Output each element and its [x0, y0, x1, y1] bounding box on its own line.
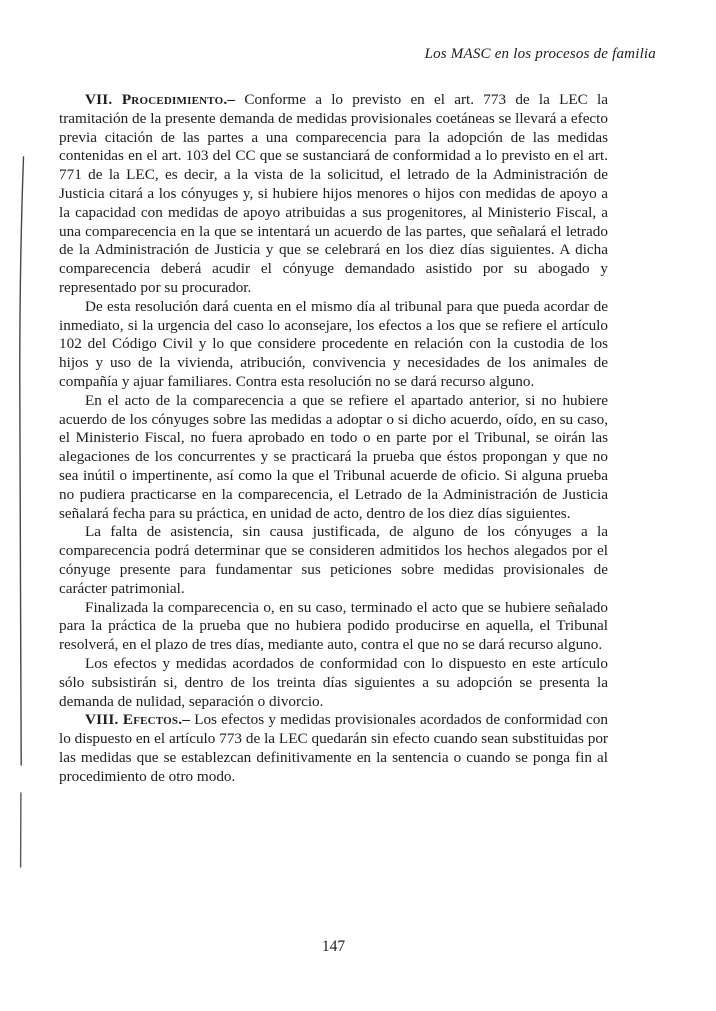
body-text — [59, 91, 608, 786]
running-header: Los MASC en los procesos de familia — [424, 46, 656, 62]
section-viii-heading: VIII. Efectos.– — [85, 711, 191, 729]
section-vii-heading: VII. Procedimiento.– — [85, 91, 236, 108]
scan-line-artifact — [0, 0, 40, 1011]
page-number: 147 — [321, 938, 346, 955]
section-viii-lead-paragraph — [59, 711, 608, 786]
section-vii-lead-text: Conforme a lo previsto en el art. 773 de la LEC la tramitación de la presente demanda de medidas provisionales coetáneas se llevará a efecto previa citación de las partes a una comparecencia para la adopción de las medidas contenidas en el art. 103 del CC que se sustanciará de conformidad a lo previsto en el art. 771 de la LEC, es decir, a la vista de la solicitud, el letrado de la Administración de Justicia citará a los cónyuges y, si hubiere hijos menores o hijos con medidas de apoyo a la capacidad con medidas de apoyo atribuidas a sus progenitores, al Ministerio Fiscal, a una comparecencia en la que se intentará un acuerdo de las partes, que señalará el letrado de la Administración de Justicia y que se celebrará en los diez días siguientes. A dicha comparecencia deberá acudir el cónyuge demandado asistido por su abogado y representado por su procurador. — [59, 91, 608, 296]
paragraph: En el acto de la comparecencia a que se refiere el apartado anterior, si no hubiere acuerdo de los cónyuges sobre las medidas a adoptar o si dicho acuerdo, oído, en su caso, el Ministerio Fiscal, no fuera aprobado en todo o en parte por el Tribunal, se oirán las alegaciones de los concurrentes y se practicará la prueba que éstos propongan y que no sea inútil o impertinente, así como la que el Tribunal acuerde de oficio. Si alguna prueba no pudiera practicarse en la comparecencia, el Letrado de la Administración de Justicia señalará fecha para su práctica, en unidad de acto, dentro de los diez días siguientes. — [59, 391, 608, 522]
paragraph: De esta resolución dará cuenta en el mismo día al tribunal para que pueda acordar de inmediato, si la urgencia del caso lo aconsejare, los efectos a los que se refiere el artículo 102 del Código Civil y lo que considere procedente en relación con la custodia de los hijos y uso de la vivienda, atribución, convivencia y necesidades de los animales de compañía y ajuar familiares. Contra esta resolución no se dará recurso alguno. — [59, 297, 608, 390]
paragraph: Los efectos y medidas acordados de conformidad con lo dispuesto en este artículo sólo subsistirán si, dentro de los treinta días siguientes a su adopción se presenta la demanda de nulidad, separación o divorcio. — [59, 654, 608, 710]
paragraph: La falta de asistencia, sin causa justificada, de alguno de los cónyuges a la comparecencia podrá determinar que se consideren admitidos los hechos alegados por el cónyuge presente para fundamentar sus peticiones sobre medidas provisionales de carácter patrimonial. — [59, 523, 608, 597]
paragraph: Finalizada la comparecencia o, en su caso, terminado el acto que se hubiere señalado para la práctica de la prueba que no hubiera podido producirse en aquella, el Tribunal resolverá, en el plazo de tres días, mediante auto, contra el que no se dará recurso alguno. — [59, 598, 608, 654]
section-viii-lead-text: Los efectos y medidas provisionales acordados de conformidad con lo dispuesto en el artículo 773 de la LEC quedarán sin efecto cuando sean substituidas por las medidas que se establezcan definitivamente en la sentencia o cuando se ponga fin al procedimiento de otro modo. — [59, 711, 608, 785]
section-vii-lead-paragraph — [59, 91, 608, 298]
